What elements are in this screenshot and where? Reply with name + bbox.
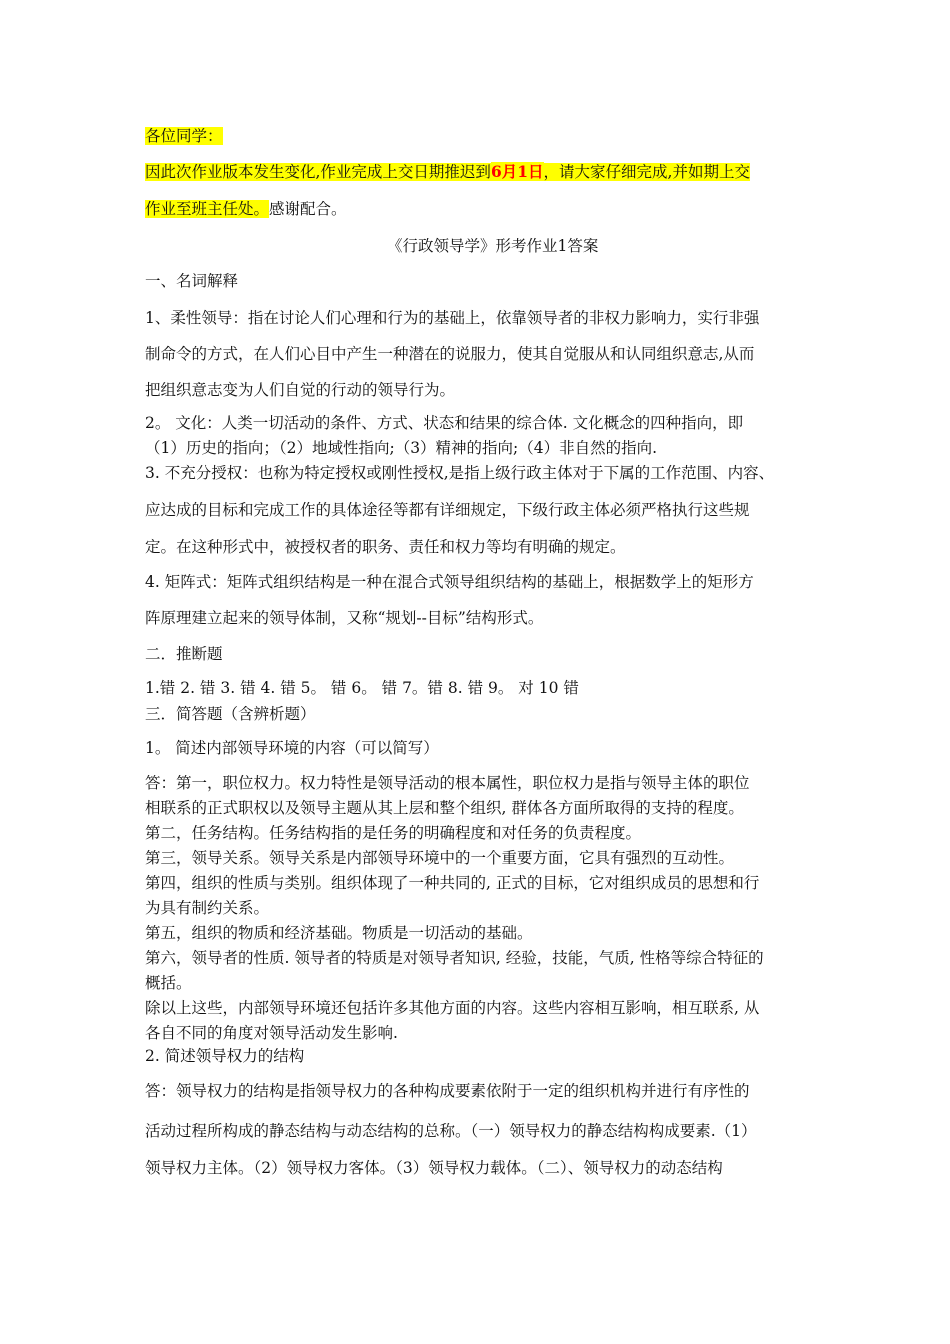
paragraph-line: 答：领导权力的结构是指领导权力的各种构成要素依附于一定的组织机构并进行有序性的 <box>145 1082 750 1100</box>
deadline-date: 6月1日 <box>490 162 544 181</box>
paragraph-line: 4. 矩阵式：矩阵式组织结构是一种在混合式领导组织结构的基础上，根据数学上的矩形方 <box>145 573 754 591</box>
paragraph-line: 第四，组织的性质与类别。组织体现了一种共同的, 正式的目标，它对组织成员的思想和行 <box>145 874 760 892</box>
paragraph-line: 定。在这种形式中，被授权者的职务、责任和权力等均有明确的规定。 <box>145 538 626 556</box>
paragraph-line: 3. 不充分授权：也称为特定授权或刚性授权,是指上级行政主体对于下属的工作范围、内容、 <box>145 464 775 482</box>
paragraph-line: 答：第一，职位权力。权力特性是领导活动的根本属性，职位权力是指与领导主体的职位 <box>145 774 750 792</box>
notice-text-1: 因此次作业版本发生变化,作业完成上交日期推迟到 <box>145 163 491 181</box>
paragraph-line: 各自不同的角度对领导活动发生影响. <box>145 1024 398 1042</box>
paragraph-line: 概括。 <box>145 974 192 992</box>
paragraph-line: 制命令的方式，在人们心目中产生一种潜在的说服力，使其自觉服从和认同组织意志,从而 <box>145 345 755 363</box>
question-line: 2. 简述领导权力的结构 <box>145 1047 305 1065</box>
paragraph-line: 应达成的目标和完成工作的具体途径等都有详细规定，下级行政主体必须严格执行这些规 <box>145 501 750 519</box>
section-heading: 三．简答题（含辨析题） <box>145 705 316 723</box>
paragraph-line: 活动过程所构成的静态结构与动态结构的总称。（一）领导权力的静态结构构成要素.（1） <box>145 1122 757 1140</box>
paragraph-line: 除以上这些，内部领导环境还包括许多其他方面的内容。这些内容相互影响，相互联系, 从 <box>145 999 760 1017</box>
section-heading: 一、名词解释 <box>145 272 239 290</box>
paragraph-line: 1、柔性领导：指在讨论人们心理和行为的基础上，依靠领导者的非权力影响力，实行非强 <box>145 309 760 327</box>
notice-greeting <box>145 126 223 146</box>
paragraph-line: （1）历史的指向；（2）地域性指向;（3）精神的指向;（4）非自然的指向. <box>145 439 658 457</box>
document-title: 《行政领导学》形考作业1答案 <box>387 237 599 255</box>
notice-text-2: ，请大家仔细完成,并如期上交 <box>543 163 750 181</box>
paragraph-line: 为具有制约关系。 <box>145 899 270 917</box>
notice-text-3: 作业至班主任处。 <box>145 200 270 218</box>
paragraph-line: 阵原理建立起来的领导体制，又称“规划--目标”结构形式。 <box>145 609 544 627</box>
section-heading: 二．推断题 <box>145 645 223 663</box>
paragraph-line: 第六，领导者的性质. 领导者的特质是对领导者知识, 经验，技能，气质, 性格等综合特征的 <box>145 949 764 967</box>
paragraph-line: 2。 文化：人类一切活动的条件、方式、状态和结果的综合体. 文化概念的四种指向，即 <box>145 414 744 432</box>
paragraph-line: 相联系的正式职权以及领导主题从其上层和整个组织, 群体各方面所取得的支持的程度。 <box>145 799 744 817</box>
notice-line-2 <box>145 199 347 219</box>
paragraph-line: 把组织意志变为人们自觉的行动的领导行为。 <box>145 381 456 399</box>
paragraph-line: 领导权力主体。（2）领导权力客体。（3）领导权力载体。（二）、领导权力的动态结构 <box>145 1159 723 1177</box>
greeting-highlight: 各位同学： <box>145 127 223 145</box>
paragraph-line: 第五，组织的物质和经济基础。物质是一切活动的基础。 <box>145 924 533 942</box>
paragraph-line: 第二，任务结构。任务结构指的是任务的明确程度和对任务的负责程度。 <box>145 824 642 842</box>
notice-thanks: 感谢配合。 <box>269 200 347 218</box>
notice-line-1 <box>145 162 750 182</box>
answer-line: 1.错 2. 错 3. 错 4. 错 5。 错 6。 错 7。错 8. 错 9。 对 10 错 <box>145 679 579 697</box>
question-line: 1。 简述内部领导环境的内容（可以简写） <box>145 739 439 757</box>
paragraph-line: 第三，领导关系。领导关系是内部领导环境中的一个重要方面，它具有强烈的互动性。 <box>145 849 735 867</box>
